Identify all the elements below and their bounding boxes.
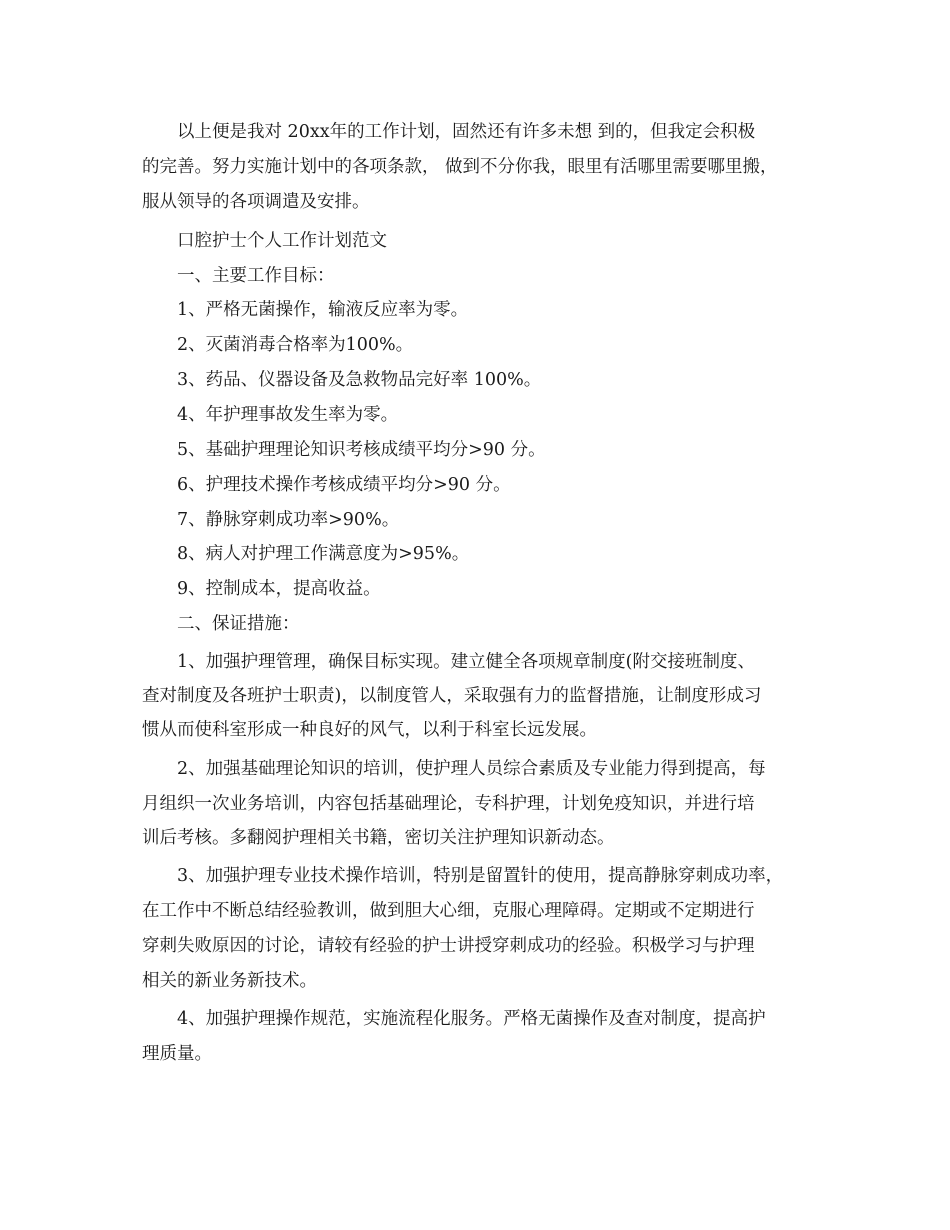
paragraph-line: 服从领导的各项调遣及安排。 bbox=[142, 192, 370, 212]
list-item: 2、灭菌消毒合格率为100%。 bbox=[177, 335, 414, 355]
paragraph-line: 训后考核。多翻阅护理相关书籍，密切关注护理知识新动态。 bbox=[142, 828, 615, 848]
paragraph-line: 4、加强护理操作规范，实施流程化服务。严格无菌操作及查对制度，提高护 bbox=[177, 1009, 766, 1029]
section-title: 口腔护士个人工作计划范文 bbox=[177, 231, 387, 251]
paragraph-line: 穿刺失败原因的讨论，请较有经验的护士讲授穿刺成功的经验。积极学习与护理 bbox=[142, 936, 755, 956]
paragraph-line: 在工作中不断总结经验教训，做到胆大心细，克服心理障碍。定期或不定期进行 bbox=[142, 901, 755, 921]
list-item: 8、病人对护理工作满意度为>95%。 bbox=[177, 544, 470, 564]
list-item: 6、护理技术操作考核成绩平均分>90 分。 bbox=[177, 475, 511, 495]
paragraph-line: 理质量。 bbox=[142, 1044, 212, 1064]
list-item: 9、控制成本，提高收益。 bbox=[177, 579, 381, 599]
list-item: 5、基础护理理论知识考核成绩平均分>90 分。 bbox=[177, 440, 546, 460]
paragraph-line: 2、加强基础理论知识的培训，使护理人员综合素质及专业能力得到提高，每 bbox=[177, 759, 766, 779]
paragraph-line: 相关的新业务新技术。 bbox=[142, 971, 317, 991]
list-item: 3、药品、仪器设备及急救物品完好率 100%。 bbox=[177, 370, 542, 390]
list-item: 7、静脉穿刺成功率>90%。 bbox=[177, 510, 400, 530]
paragraph-line: 以上便是我对 20xx年的工作计划，固然还有许多未想 到的，但我定会积极 bbox=[177, 122, 756, 142]
list-item: 4、年护理事故发生率为零。 bbox=[177, 405, 399, 425]
list-item: 1、严格无菌操作，输液反应率为零。 bbox=[177, 300, 469, 320]
paragraph-line: 月组织一次业务培训，内容包括基础理论，专科护理，计划免疫知识，并进行培 bbox=[142, 794, 755, 814]
paragraph-line: 1、加强护理管理，确保目标实现。建立健全各项规章制度(附交接班制度、 bbox=[177, 652, 755, 672]
paragraph-line: 查对制度及各班护士职责)，以制度管人，采取强有力的监督措施，让制度形成习 bbox=[142, 686, 762, 706]
paragraph-line: 惯从而使科室形成一种良好的风气，以利于科室长远发展。 bbox=[142, 720, 597, 740]
paragraph-line: 3、加强护理专业技术操作培训，特别是留置针的使用，提高静脉穿刺成功率， bbox=[177, 866, 784, 886]
paragraph-line: 的完善。努力实施计划中的各项条款， 做到不分你我，眼里有活哪里需要哪里搬， bbox=[142, 157, 778, 177]
section-heading: 二、保证措施： bbox=[177, 614, 300, 634]
section-heading: 一、主要工作目标： bbox=[177, 266, 335, 286]
